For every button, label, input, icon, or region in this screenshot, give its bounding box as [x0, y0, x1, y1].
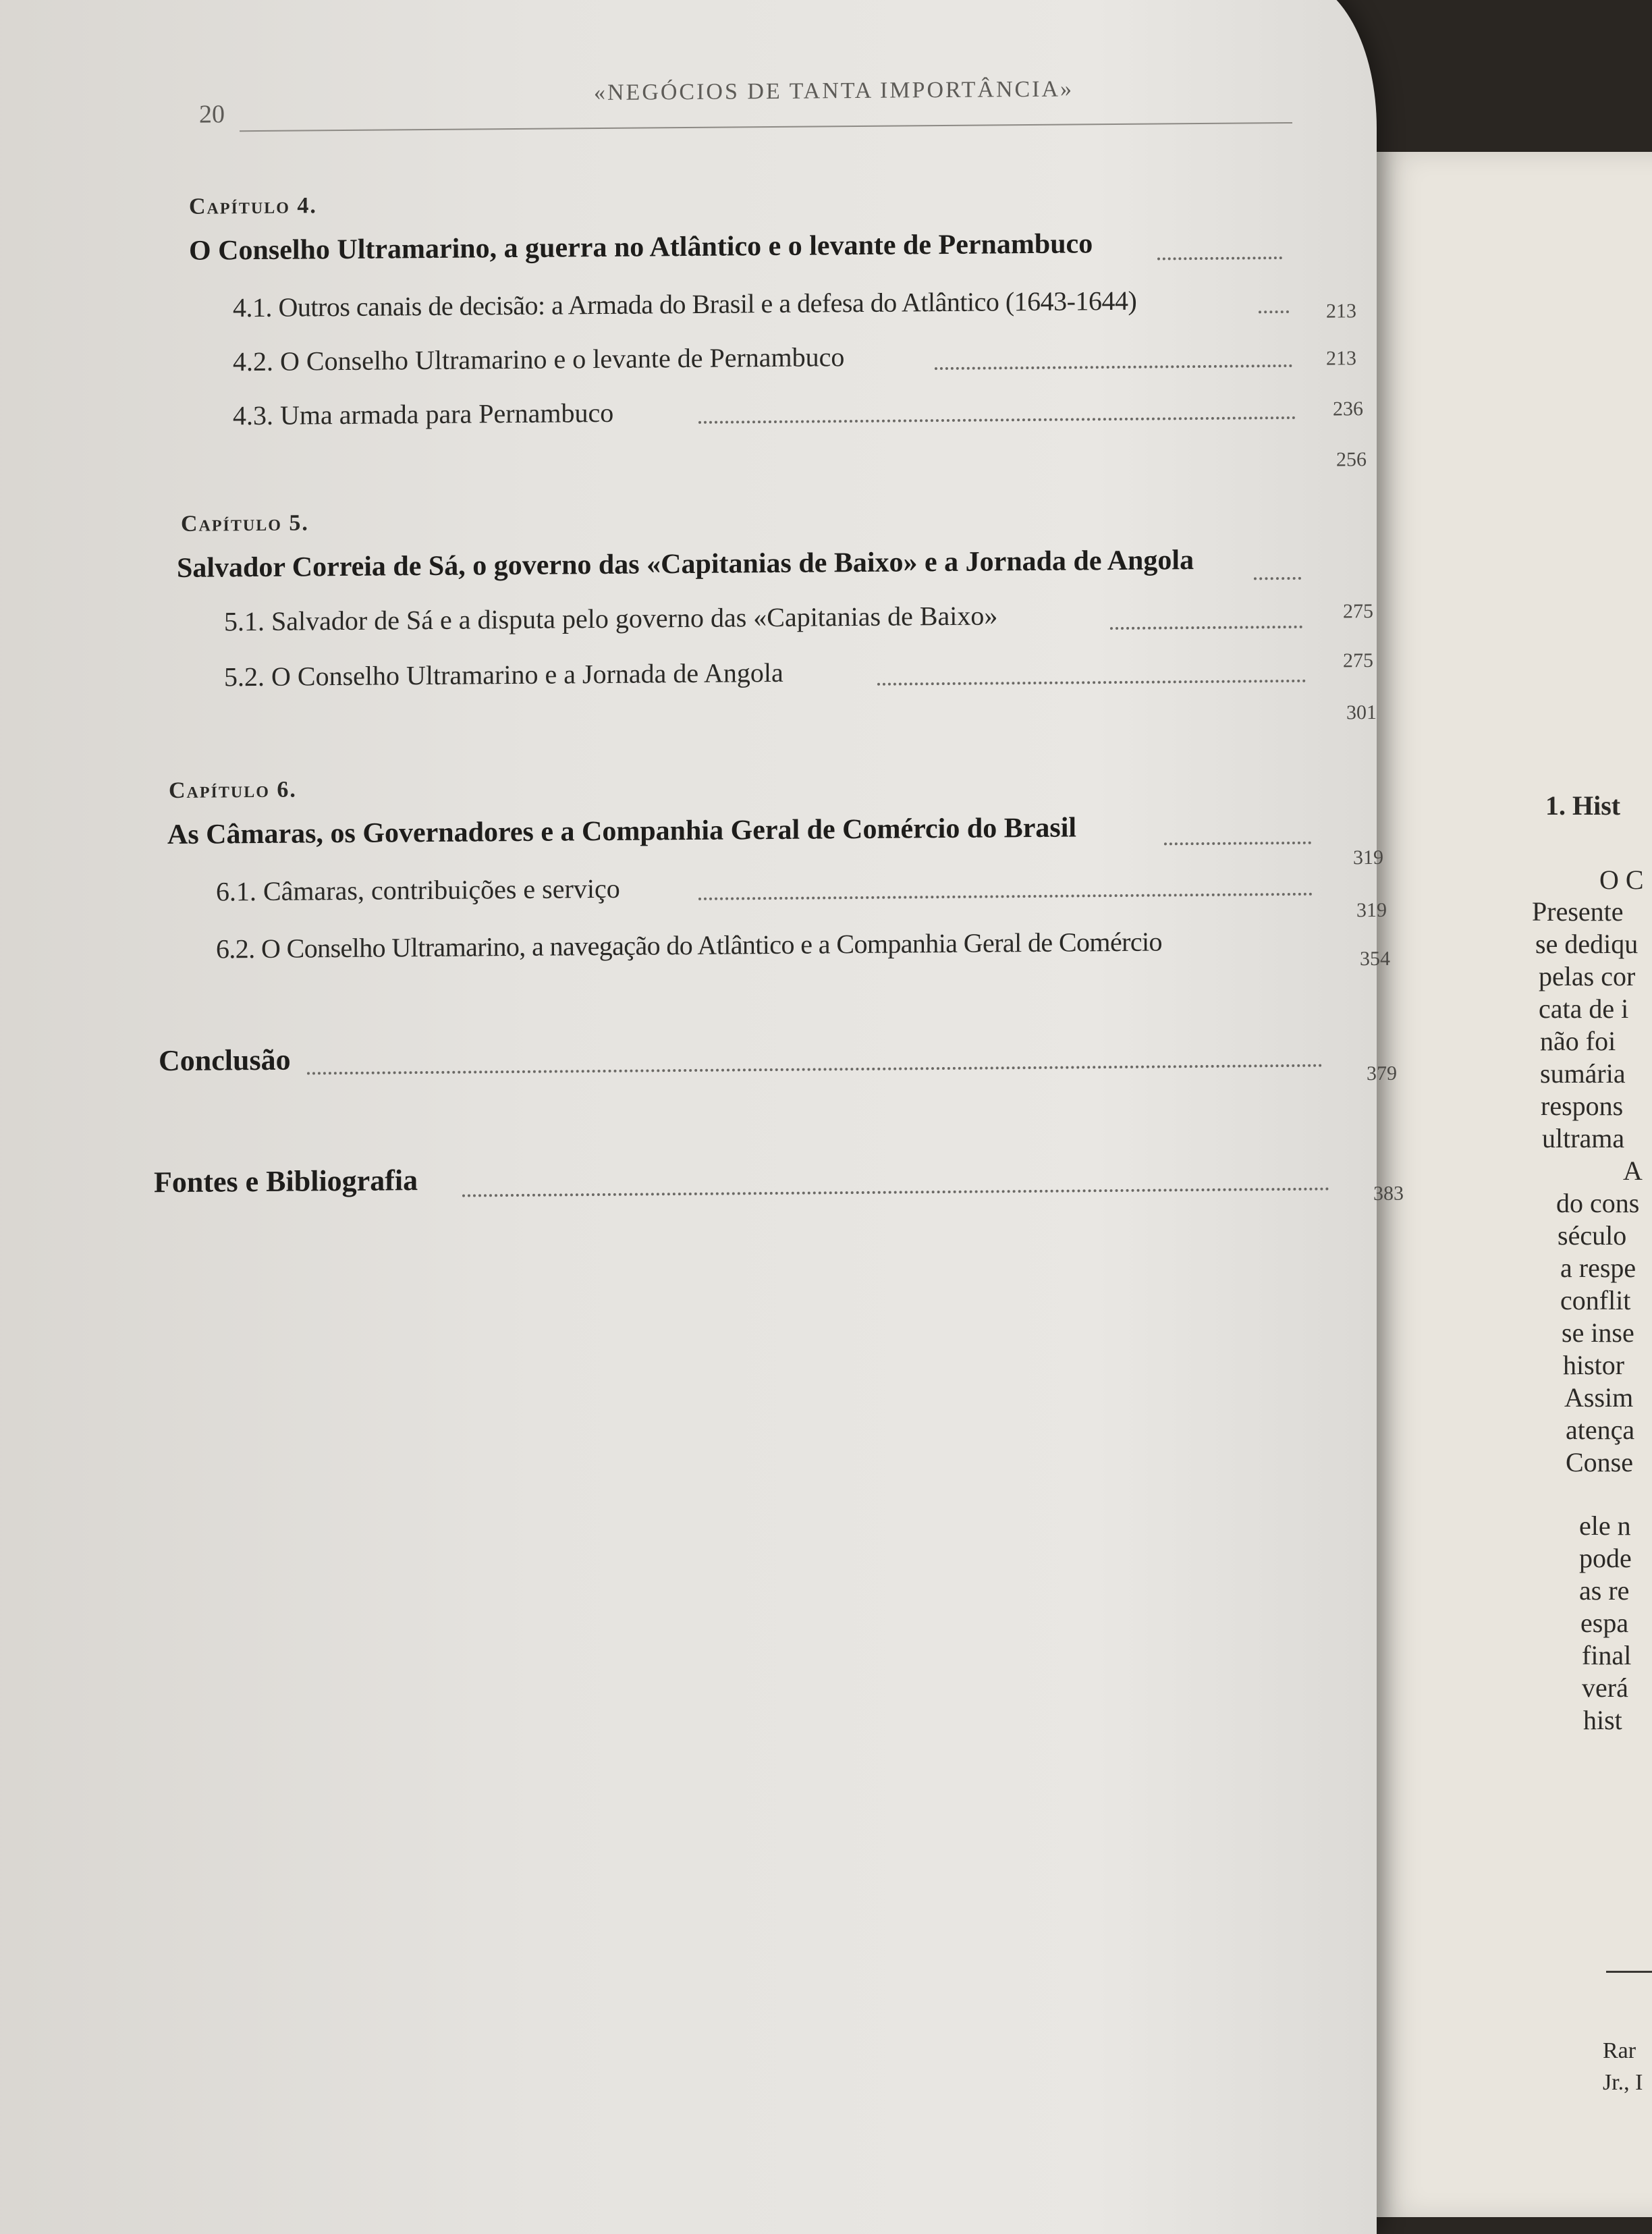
facing-page-line: século: [1558, 1220, 1627, 1251]
facing-page-line: do cons: [1556, 1188, 1640, 1218]
facing-page-line: se inse: [1562, 1317, 1634, 1348]
chapter-page-number: 275: [1343, 600, 1373, 623]
facing-page-line: Assim: [1564, 1382, 1634, 1413]
toc-entry: 4.3. Uma armada para Pernambuco: [233, 397, 614, 431]
facing-page-line: ultrama: [1542, 1123, 1625, 1153]
toc-entry: 4.1. Outros canais de decisão: a Armada do Brasil e a defesa do Atlântico (1643-1644): [233, 285, 1137, 323]
toc-entry: 5.1. Salvador de Sá e a disputa pelo governo das «Capitanias de Baixo»: [224, 600, 998, 637]
facing-page-line: verá: [1582, 1672, 1628, 1703]
facing-page-line: A: [1623, 1155, 1643, 1186]
facing-page-line: O C: [1599, 865, 1644, 895]
facing-page-line: se dediqu: [1535, 929, 1639, 959]
entry-page-number: 213: [1326, 347, 1356, 370]
header-rule: [240, 122, 1292, 132]
dot-leader: [698, 893, 1313, 900]
running-head: «NEGÓCIOS DE TANTA IMPORTÂNCIA»: [594, 76, 1074, 106]
entry-page-number: 354: [1360, 947, 1390, 971]
chapter-title: Salvador Correia de Sá, o governo das «Capitanias de Baixo» e a Jornada de Angola: [177, 545, 1194, 584]
entry-page-number: 301: [1346, 701, 1377, 724]
toc-entry: 6.1. Câmaras, contribuições e serviço: [216, 873, 620, 907]
chapter-label: Capítulo 6.: [169, 777, 297, 804]
entry-page-number: 256: [1336, 448, 1367, 471]
facing-page-line: respons: [1541, 1091, 1624, 1121]
toc-entry: 6.2. O Conselho Ultramarino, a navegação do Atlântico e a Companhia Geral de Comércio: [216, 926, 1162, 964]
facing-page-line: conflit: [1560, 1285, 1631, 1315]
facing-page-line: sumária: [1540, 1058, 1626, 1089]
facing-page-heading: 1. Hist: [1545, 790, 1621, 821]
facing-page-line: pode: [1579, 1543, 1632, 1573]
dot-leader: [1164, 842, 1311, 846]
facing-page-line: Presente: [1532, 896, 1624, 927]
sources-page-number: 383: [1373, 1182, 1404, 1205]
dot-leader: [462, 1188, 1329, 1197]
entry-page-number: 319: [1356, 898, 1387, 922]
facing-page-line: as re: [1579, 1575, 1630, 1606]
chapter-label: Capítulo 4.: [189, 193, 317, 219]
entry-page-number: 236: [1333, 398, 1363, 420]
toc-conclusion: Conclusão: [159, 1043, 291, 1078]
dot-leader: [1259, 310, 1289, 313]
chapter-title: O Conselho Ultramarino, a guerra no Atlântico e o levante de Pernambuco: [189, 228, 1093, 267]
dot-leader: [935, 364, 1292, 370]
facing-page-line: atença: [1566, 1415, 1635, 1445]
conclusion-page-number: 379: [1367, 1062, 1397, 1085]
chapter-page-number: 319: [1353, 846, 1383, 869]
facing-page-line: pelas cor: [1539, 961, 1636, 991]
facing-page-line: espa: [1580, 1608, 1629, 1638]
dot-leader: [307, 1064, 1323, 1075]
chapter-title: As Câmaras, os Governadores e a Companhia Geral de Comércio do Brasil: [167, 812, 1077, 851]
dot-leader: [698, 416, 1296, 424]
facing-page-line: não foi: [1540, 1026, 1616, 1056]
toc-entry: 4.2. O Conselho Ultramarino e o levante de Pernambuco: [233, 342, 845, 377]
chapter-page-number: 213: [1326, 300, 1356, 323]
dot-leader: [1157, 256, 1282, 260]
facing-page-line: cata de i: [1539, 993, 1629, 1024]
page-number: 20: [199, 100, 225, 129]
facing-page-line: final: [1582, 1640, 1632, 1670]
facing-page-line: ele n: [1579, 1510, 1631, 1541]
toc-sources: Fontes e Bibliografia: [154, 1164, 418, 1199]
dot-leader: [1254, 577, 1301, 580]
facing-page-line: hist: [1583, 1705, 1622, 1735]
dot-leader: [877, 680, 1306, 686]
chapter-label: Capítulo 5.: [181, 510, 309, 537]
toc-entry: 5.2. O Conselho Ultramarino e a Jornada de Angola: [224, 657, 783, 692]
entry-page-number: 275: [1343, 649, 1373, 672]
footnote-line: Rar: [1603, 2038, 1636, 2063]
facing-page-line: Conse: [1566, 1447, 1633, 1477]
dot-leader: [1110, 626, 1302, 630]
facing-page-line: a respe: [1560, 1253, 1636, 1283]
facing-page-line: histor: [1563, 1350, 1625, 1380]
footnote-line: Jr., I: [1603, 2070, 1643, 2095]
